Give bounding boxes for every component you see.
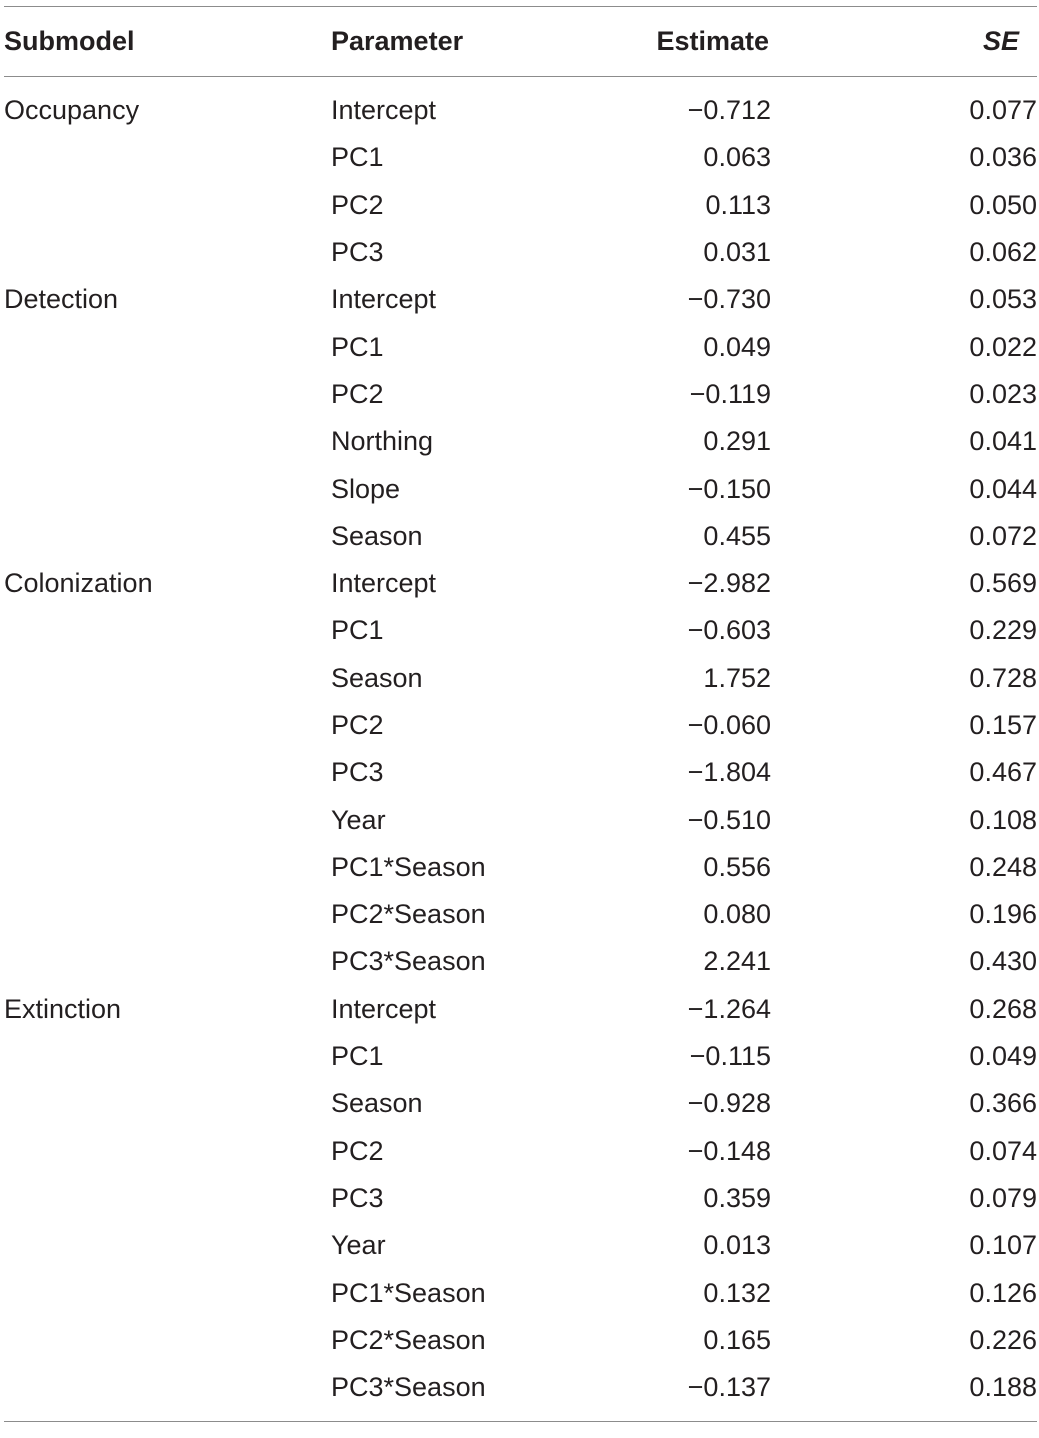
cell-estimate: 2.241 <box>703 946 771 977</box>
cell-submodel: Colonization <box>4 568 153 599</box>
cell-submodel <box>4 1364 331 1411</box>
cell-parameter: PC2 <box>331 1135 384 1166</box>
cell-submodel <box>4 891 331 938</box>
cell-parameter: Intercept <box>331 95 437 126</box>
cell-submodel <box>4 796 331 843</box>
table-row <box>4 1317 1037 1364</box>
cell-parameter: PC2 <box>331 189 384 220</box>
cell-se: 0.126 <box>969 1277 1037 1308</box>
cell-estimate: 0.291 <box>703 426 771 457</box>
cell-parameter: Season <box>331 520 423 551</box>
table-row <box>4 229 1037 276</box>
parameter-estimates-table-container <box>4 6 1037 1422</box>
cell-submodel <box>4 1033 331 1080</box>
cell-parameter: PC3*Season <box>331 946 486 977</box>
cell-parameter: Intercept <box>331 284 437 315</box>
cell-parameter: PC1 <box>331 331 384 362</box>
cell-se: 0.077 <box>969 95 1037 126</box>
cell-parameter: PC2*Season <box>331 1324 486 1355</box>
cell-estimate: 0.132 <box>703 1277 771 1308</box>
cell-submodel <box>4 1317 331 1364</box>
table-row <box>4 1080 1037 1127</box>
cell-se: 0.728 <box>969 662 1037 693</box>
cell-submodel <box>4 655 331 702</box>
table-row <box>4 796 1037 843</box>
cell-submodel <box>4 1080 331 1127</box>
cell-parameter: PC3 <box>331 237 384 268</box>
cell-estimate: −0.115 <box>689 1041 771 1072</box>
table-row <box>4 276 1037 323</box>
cell-submodel <box>4 418 331 465</box>
cell-estimate: −0.712 <box>687 95 771 126</box>
cell-se: 0.079 <box>969 1182 1037 1213</box>
cell-estimate: 0.359 <box>703 1182 771 1213</box>
table-row <box>4 1175 1037 1222</box>
cell-parameter: Year <box>331 804 386 835</box>
cell-se: 0.157 <box>969 710 1037 740</box>
header-row <box>4 7 1037 77</box>
cell-estimate: 0.063 <box>703 142 771 173</box>
cell-estimate: 0.455 <box>703 520 771 551</box>
header-parameter: Parameter <box>331 26 464 56</box>
table-row <box>4 1128 1037 1175</box>
table-row <box>4 891 1037 938</box>
cell-parameter: Intercept <box>331 993 437 1024</box>
table-row <box>4 77 1037 135</box>
cell-submodel: Detection <box>4 284 119 315</box>
cell-se: 0.467 <box>969 757 1037 788</box>
cell-submodel <box>4 323 331 370</box>
cell-submodel <box>4 1175 331 1222</box>
cell-submodel <box>4 513 331 560</box>
cell-estimate: −0.137 <box>687 1372 771 1403</box>
cell-parameter: PC2 <box>331 710 384 740</box>
cell-se: 0.107 <box>969 1230 1037 1261</box>
table-row <box>4 418 1037 465</box>
cell-estimate: −0.119 <box>689 378 771 409</box>
cell-se: 0.041 <box>969 426 1037 457</box>
cell-estimate: 0.113 <box>705 189 771 220</box>
cell-se: 0.053 <box>969 284 1037 315</box>
cell-parameter: PC1*Season <box>331 851 486 882</box>
table-row <box>4 749 1037 796</box>
header-submodel: Submodel <box>4 26 135 56</box>
cell-se: 0.226 <box>969 1324 1037 1355</box>
cell-parameter: PC1*Season <box>331 1277 486 1308</box>
cell-estimate: −0.603 <box>687 615 771 646</box>
cell-submodel <box>4 1222 331 1269</box>
header-se: SE <box>982 26 1019 56</box>
cell-estimate: −1.264 <box>687 993 771 1024</box>
cell-submodel <box>4 607 331 654</box>
cell-se: 0.430 <box>969 946 1037 977</box>
cell-estimate: −0.510 <box>687 804 771 835</box>
cell-parameter: PC1 <box>331 1041 384 1072</box>
cell-parameter: Slope <box>331 473 401 504</box>
cell-estimate: −0.730 <box>687 284 771 315</box>
cell-estimate: −2.982 <box>687 568 771 599</box>
cell-submodel <box>4 182 331 229</box>
cell-estimate: 0.049 <box>703 331 771 362</box>
cell-se: 0.268 <box>969 993 1037 1024</box>
cell-estimate: 0.556 <box>703 851 771 882</box>
cell-parameter: PC1 <box>331 615 384 646</box>
bottom-rule <box>4 1421 1037 1422</box>
table-row <box>4 560 1037 607</box>
cell-se: 0.196 <box>969 899 1037 930</box>
cell-parameter: Intercept <box>331 568 437 599</box>
cell-submodel <box>4 702 331 749</box>
table-row <box>4 607 1037 654</box>
cell-submodel: Extinction <box>4 993 122 1024</box>
cell-estimate: −0.060 <box>687 710 771 740</box>
cell-submodel <box>4 844 331 891</box>
table-body <box>4 77 1037 1412</box>
cell-se: 0.108 <box>969 804 1037 835</box>
cell-submodel <box>4 938 331 985</box>
parameter-estimates-table <box>4 7 1037 1411</box>
cell-estimate: 0.165 <box>703 1324 771 1355</box>
table-row <box>4 1222 1037 1269</box>
cell-se: 0.569 <box>969 568 1037 599</box>
table-row <box>4 655 1037 702</box>
cell-parameter: Season <box>331 1088 423 1119</box>
table-row <box>4 702 1037 749</box>
cell-estimate: −0.150 <box>687 473 771 504</box>
cell-estimate: −0.148 <box>687 1135 771 1166</box>
cell-se: 0.074 <box>969 1135 1037 1166</box>
table-row <box>4 371 1037 418</box>
cell-se: 0.072 <box>969 520 1037 551</box>
header-estimate: Estimate <box>656 26 769 56</box>
table-row <box>4 1033 1037 1080</box>
cell-parameter: Year <box>331 1230 386 1261</box>
cell-parameter: PC3*Season <box>331 1372 486 1403</box>
cell-se: 0.188 <box>969 1372 1037 1403</box>
cell-se: 0.366 <box>969 1088 1037 1119</box>
cell-se: 0.062 <box>969 237 1037 268</box>
cell-parameter: Season <box>331 662 423 693</box>
cell-submodel <box>4 371 331 418</box>
cell-estimate: −0.928 <box>687 1088 771 1119</box>
table-header <box>4 7 1037 77</box>
cell-se: 0.022 <box>969 331 1037 362</box>
cell-se: 0.023 <box>969 378 1037 409</box>
cell-submodel <box>4 1128 331 1175</box>
table-row <box>4 986 1037 1033</box>
table-row <box>4 465 1037 512</box>
cell-submodel <box>4 465 331 512</box>
cell-parameter: PC1 <box>331 142 384 173</box>
cell-parameter: Northing <box>331 426 434 457</box>
table-row <box>4 323 1037 370</box>
cell-parameter: PC2 <box>331 378 384 409</box>
cell-se: 0.248 <box>969 851 1037 882</box>
cell-submodel <box>4 1269 331 1316</box>
table-row <box>4 134 1037 181</box>
cell-se: 0.044 <box>969 473 1037 504</box>
cell-se: 0.036 <box>969 142 1037 173</box>
cell-parameter: PC3 <box>331 1182 384 1213</box>
cell-submodel <box>4 229 331 276</box>
cell-estimate: 0.031 <box>703 237 771 268</box>
table-row <box>4 844 1037 891</box>
cell-estimate: 0.013 <box>703 1230 771 1261</box>
cell-se: 0.050 <box>969 189 1037 220</box>
cell-parameter: PC2*Season <box>331 899 486 930</box>
cell-estimate: −1.804 <box>687 757 771 788</box>
cell-estimate: 0.080 <box>703 899 771 930</box>
cell-submodel <box>4 749 331 796</box>
table-row <box>4 182 1037 229</box>
cell-se: 0.229 <box>969 615 1037 646</box>
cell-parameter: PC3 <box>331 757 384 788</box>
cell-submodel <box>4 134 331 181</box>
cell-submodel: Occupancy <box>4 95 140 126</box>
table-row <box>4 1364 1037 1411</box>
cell-estimate: 1.752 <box>703 662 771 693</box>
table-row <box>4 1269 1037 1316</box>
cell-se: 0.049 <box>969 1041 1037 1072</box>
table-row <box>4 938 1037 985</box>
table-row <box>4 513 1037 560</box>
